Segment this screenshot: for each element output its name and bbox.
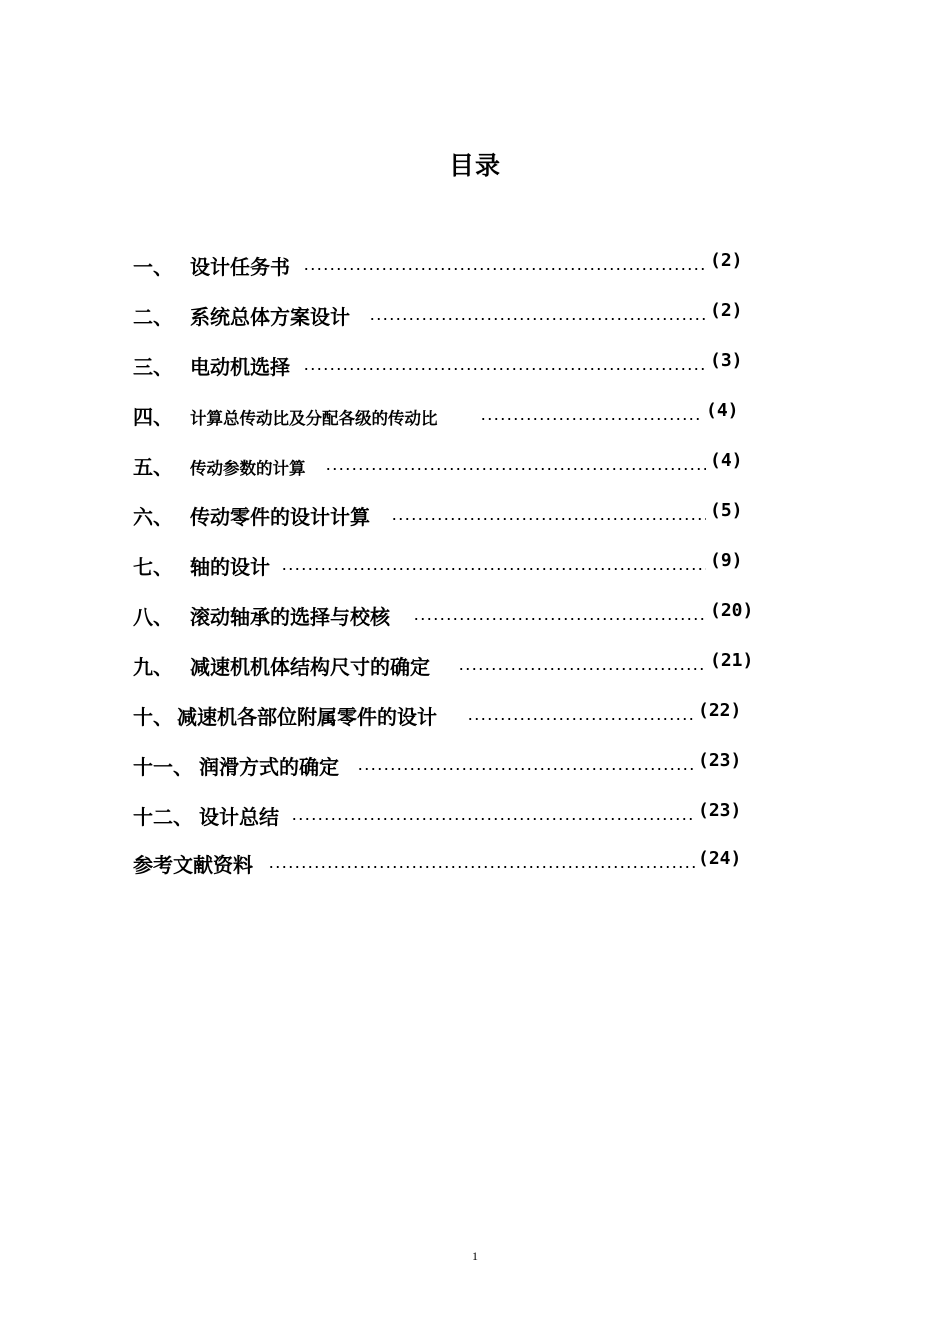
toc-leader-dots <box>467 718 695 720</box>
page-number: 1 <box>472 1249 478 1263</box>
toc-entry-number: 九、 <box>133 655 173 679</box>
toc-entry-number: 四、 <box>133 405 173 429</box>
toc-entry-page: (3) <box>710 350 743 371</box>
toc-entry-page: (5) <box>710 500 743 521</box>
toc-entry-label: 电动机选择 <box>190 355 290 379</box>
toc-entry-label: 传动参数的计算 <box>190 459 306 478</box>
toc-entry-label: 轴的设计 <box>190 555 270 579</box>
toc-entry-page: (20) <box>710 600 754 621</box>
toc-entry-label: 设计任务书 <box>190 255 290 279</box>
toc-leader-dots <box>480 418 702 420</box>
toc-entry-number: 十一、 <box>133 755 193 779</box>
toc-entry-label: 计算总传动比及分配各级的传动比 <box>190 409 438 428</box>
toc-entry-page: (9) <box>710 550 743 571</box>
toc-entry-label: 润滑方式的确定 <box>199 755 339 779</box>
toc-entry-number: 一、 <box>133 255 173 279</box>
toc-leader-dots <box>391 518 706 520</box>
toc-entry-page: (23) <box>698 800 742 821</box>
toc-leader-dots <box>303 268 706 270</box>
toc-entry-number: 二、 <box>133 305 173 329</box>
toc-leader-dots <box>303 368 706 370</box>
toc-entry-number: 三、 <box>133 355 173 379</box>
toc-leader-dots <box>357 768 695 770</box>
toc-entry-page: (22) <box>698 700 742 721</box>
toc-leader-dots <box>281 568 706 570</box>
toc-entry-number: 六、 <box>133 505 173 529</box>
toc-entry-page: (21) <box>710 650 754 671</box>
page-title: 目录 <box>448 151 501 180</box>
toc-entry-number: 五、 <box>133 455 173 479</box>
toc-entry-number: 十、 <box>133 705 173 729</box>
toc-entry-page: (24) <box>698 848 742 869</box>
toc-entry-label: 系统总体方案设计 <box>190 305 350 329</box>
toc-leader-dots <box>458 668 706 670</box>
toc-entry-page: (4) <box>710 450 743 471</box>
toc-leader-dots <box>325 468 706 470</box>
toc-entry-label: 滚动轴承的选择与校核 <box>190 605 390 629</box>
toc-leader-dots <box>369 318 706 320</box>
toc-entry-label: 设计总结 <box>199 805 279 829</box>
toc-entry-number: 八、 <box>133 605 173 629</box>
toc-entry-label: 减速机机体结构尺寸的确定 <box>190 655 430 679</box>
toc-entry-page: (23) <box>698 750 742 771</box>
toc-entry-label: 参考文献资料 <box>133 853 253 877</box>
toc-entry-page: (2) <box>710 250 743 271</box>
toc-entry-label: 传动零件的设计计算 <box>190 505 370 529</box>
toc-entry-number: 七、 <box>133 555 173 579</box>
toc-entry-page: (2) <box>710 300 743 321</box>
toc-leader-dots <box>291 818 695 820</box>
toc-entry-number: 十二、 <box>133 805 193 829</box>
toc-leader-dots <box>413 618 706 620</box>
toc-leader-dots <box>268 866 695 868</box>
toc-entry-label: 减速机各部位附属零件的设计 <box>177 705 437 729</box>
toc-entry-page: (4) <box>706 400 739 421</box>
